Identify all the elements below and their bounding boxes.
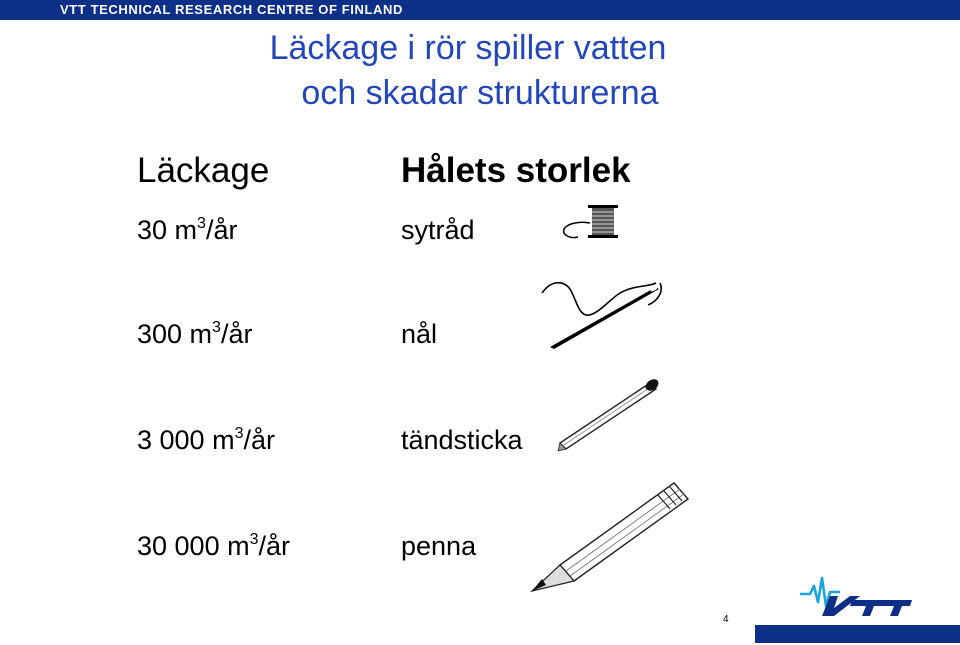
leak-column-heading: Läckage [137, 151, 270, 190]
hole-size-column-heading: Hålets storlek [401, 151, 631, 190]
footer-bar [755, 625, 960, 643]
pen-icon [524, 473, 692, 595]
slide-title-line-1: Läckage i rör spiller vatten [269, 29, 667, 67]
leak-rate-row-2: 300 $m^3/år$ [137, 319, 253, 349]
thread-spool-icon [560, 203, 624, 243]
hole-size-row-2: nål [401, 319, 438, 349]
hole-size-row-1: sytråd [401, 215, 475, 245]
leak-rate-row-3: 3 000 $m^3/år$ [137, 425, 275, 455]
match-icon [552, 375, 668, 455]
leak-rate-row-1: 30 $m^3/år$ [137, 215, 238, 245]
organization-name: VTT TECHNICAL RESEARCH CENTRE OF FINLAND [60, 2, 403, 17]
needle-icon [538, 275, 670, 355]
hole-size-row-4: penna [401, 531, 477, 561]
header-bar [0, 0, 960, 20]
hole-size-row-3: tändsticka [401, 425, 523, 455]
slide-title-line-2: och skadar strukturerna [301, 74, 659, 112]
leak-rate-row-4: 30 000 $m^3/år$ [137, 531, 290, 561]
page-number: 4 [723, 614, 729, 625]
vtt-logo [800, 576, 912, 620]
